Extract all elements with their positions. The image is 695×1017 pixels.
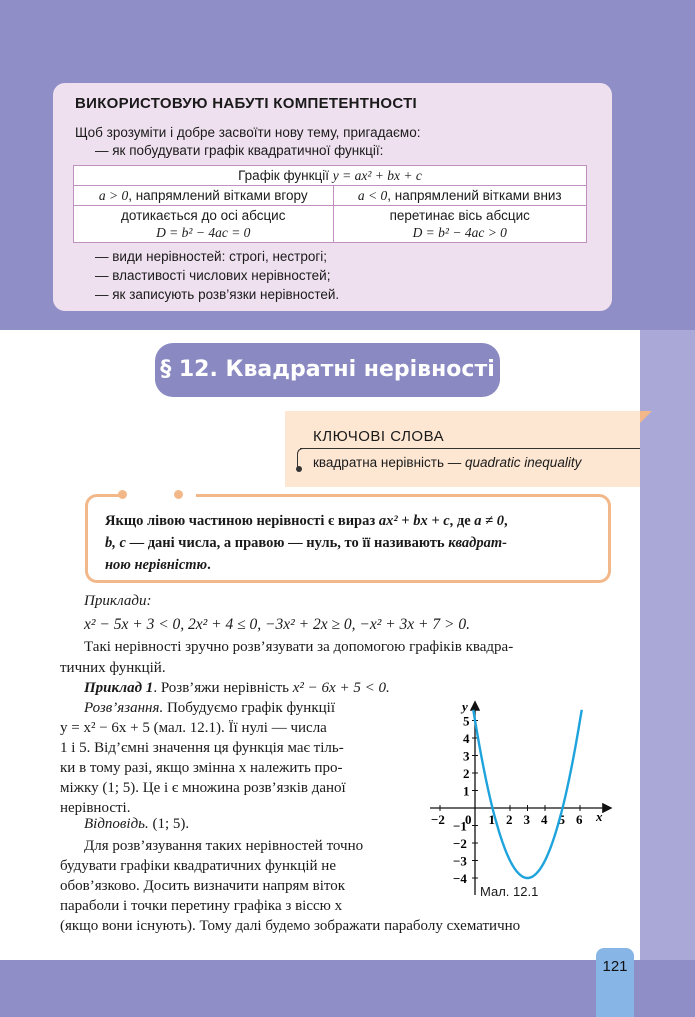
y-tick-label: −2 [453,836,467,851]
keywords-dot [296,466,302,472]
cross-text: перетинає вісь абсцис [389,208,530,223]
table-cell-down [333,186,587,206]
axis-ticks [431,714,583,887]
up-condition: a > 0 [98,188,129,203]
page-number: 121 [602,958,628,975]
x-tick-label: −2 [431,812,445,827]
table-header-text: Графік функції [238,168,333,183]
def-part-7: . [207,557,211,573]
up-text: , напрямлений вітками вгору [128,188,308,203]
side-strip [640,330,695,960]
def-part-4: — дані числа, а правою — нуль, то її називають [125,535,449,551]
solution-text-1: Побудуємо графік функції [163,700,335,716]
y-tick-label: −1 [453,818,467,834]
down-text: , напрямлений вітками вниз [387,188,562,203]
definition-dot-left [118,490,127,499]
examples-formulas: x² − 5x + 3 < 0, 2x² + 4 ≤ 0, −3x² + 2x ≥ 0, −x² + 3x + 7 > 0. [84,616,470,633]
def-formula-2: a ≠ 0 [474,513,505,529]
figure-caption: Мал. 12.1 [480,884,539,899]
y-axis-label: y [462,699,468,714]
parabola-graph [422,695,617,900]
example-1-formula: x² − 6x + 5 < 0. [292,680,390,696]
keyword-en: quadratic inequality [465,455,582,470]
keywords-divider [300,448,640,449]
definition-gap [126,492,196,500]
keywords-term [313,455,581,470]
prior-heading: ВИКОРИСТОВУЮ НАБУТІ КОМПЕТЕНТНОСТІ [75,95,418,112]
body-line-1: Такі нерівності зручно розв’язувати за допомогою графіків квадра- [84,639,514,655]
down-condition: a < 0 [357,188,388,203]
para-line-5: (якщо вони існують). Тому далі будемо зображати параболу схематично [60,918,521,934]
y-tick-label: 3 [463,748,470,764]
example-1-label: Приклад 1 [84,680,154,696]
parabola-curve [473,710,582,878]
solution-line-3: 1 і 5. Від’ємні значення ця функція має тіль- [60,740,344,756]
page-number-tab [596,948,634,1017]
para-line-4: параболи і точки перетину графіка з віссю x [60,898,343,914]
y-tick-label: 4 [463,731,470,746]
prior-item-2: — види нерівностей: строгі, нестрогі; [95,249,328,264]
cross-formula: D = b² − 4ac > 0 [412,225,507,240]
solution-line-5: міжку (1; 5). Це і є множина розв’язків даної [60,780,346,796]
prior-item-4: — як записують розв’язки нерівностей. [95,287,340,302]
keywords-title: КЛЮЧОВІ СЛОВА [313,428,445,445]
example-1 [84,680,390,697]
para-line-3: обов’язково. Досить визначити напрям віток [60,878,346,894]
keywords-box [285,411,640,487]
x-tick-label: 4 [541,812,548,827]
section-title-pill [155,343,500,397]
prior-intro: Щоб зрозуміти і добре засвоїти нову тему, пригадаємо: [75,125,421,140]
bottom-band [0,960,695,1017]
solution-line-4: ки в тому разі, якщо змінна x належить про- [60,760,343,776]
x-tick-label: 6 [576,812,583,827]
def-part-5: квадрат- [448,535,507,551]
x-tick-label: 5 [558,812,565,827]
section-title: § 12. Квадратні нерівності [160,357,495,382]
table-cell-touch [74,206,334,243]
function-table [73,165,587,243]
para-line-2: будувати графіки квадратичних функцій не [60,858,336,874]
prior-item-1: — як побудувати графік квадратичної функції: [95,143,384,158]
answer-label: Відповідь. [84,816,149,832]
touch-formula: D = b² − 4ac = 0 [156,225,251,240]
def-part-3: , [504,513,508,529]
y-tick-label: 5 [463,713,470,729]
solution-line-1 [84,700,335,717]
x-tick-label: 2 [506,812,513,827]
def-part-2: , де [449,513,475,529]
y-tick-label: 2 [463,766,470,781]
table-cell-up [74,186,334,206]
para-line-1: Для розв’язування таких нерівностей точно [84,838,364,854]
solution-label: Розв’язання. [84,700,164,716]
definition-dot-right [174,490,183,499]
keywords-fold [640,411,652,423]
keyword-uk: квадратна нерівність — [313,455,465,470]
x-tick-label: 0 [465,812,472,827]
example-1-text: . Розв’яжи нерівність [153,680,293,696]
y-tick-label: −3 [453,853,467,869]
definition-box [85,494,611,583]
x-tick-label: 3 [523,812,530,827]
table-header-formula: y = ax² + bx + c [332,168,422,183]
y-tick-label: 1 [463,783,470,799]
y-tick-label: −4 [453,871,467,886]
def-formula-1: ax² + bx + c [378,513,450,529]
answer-value: (1; 5). [148,816,190,832]
solution-line-2: y = x² − 6x + 5 (мал. 12.1). Її нулі — числа [60,720,327,736]
def-formula-3: b, c [105,535,126,551]
solution-line-6: нерівності. [60,800,131,816]
x-axis-label: x [596,809,603,824]
body-line-2: тичних функцій. [60,660,166,676]
examples-label: Приклади: [84,593,152,609]
def-part-6: ною нерівністю [105,557,208,573]
prior-knowledge-box [53,83,612,311]
def-part-1: Якщо лівою частиною нерівності є вираз [105,513,379,529]
answer-line [84,816,189,833]
table-cell-cross [333,206,587,243]
table-header [74,166,587,186]
definition-text [105,510,595,576]
touch-text: дотикається до осі абсцис [121,208,286,223]
prior-item-3: — властивості числових нерівностей; [95,268,331,283]
x-tick-label: 1 [488,812,495,827]
